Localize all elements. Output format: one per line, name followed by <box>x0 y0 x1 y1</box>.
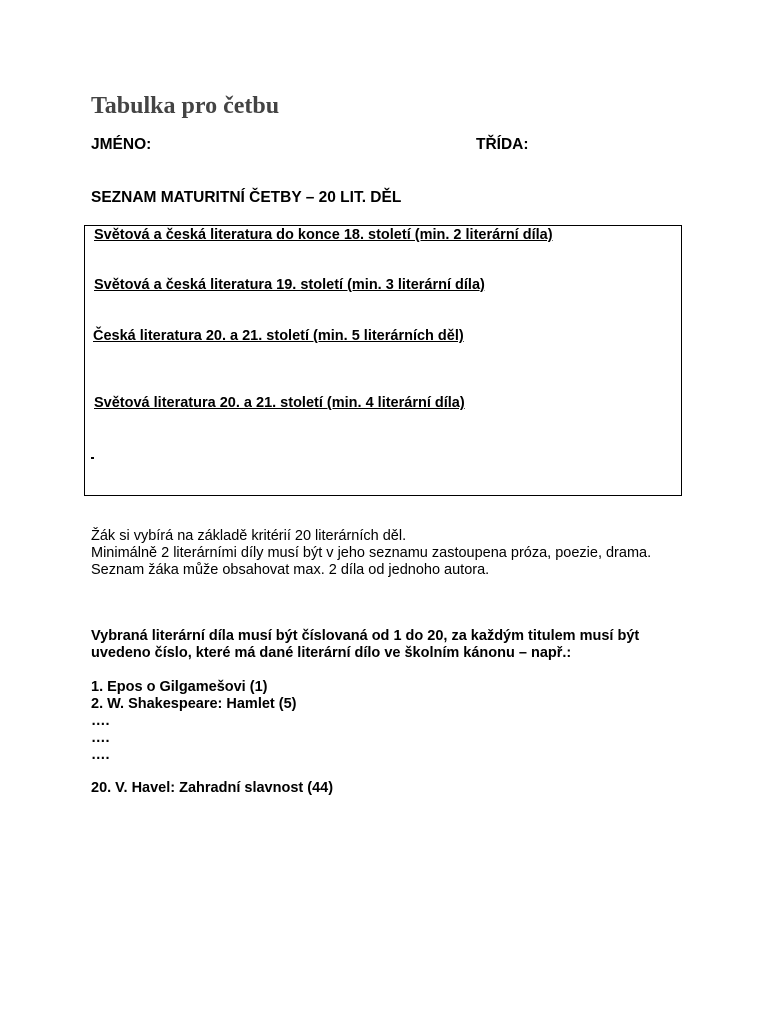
reading-list-heading: SEZNAM MATURITNÍ ČETBY – 20 LIT. DĚL <box>91 189 402 206</box>
rule-line: Žák si vybírá na základě kritérií 20 literárních děl. <box>91 528 407 544</box>
class-label: TŘÍDA: <box>476 136 529 153</box>
example-ellipsis: …. <box>91 730 110 746</box>
category-world-20-21-century: Světová literatura 20. a 21. století (min. 4 literární díla) <box>94 395 465 411</box>
category-19th-century: Světová a česká literatura 19. století (min. 3 literární díla) <box>94 277 485 293</box>
name-label: JMÉNO: <box>91 136 152 153</box>
example-item: 2. W. Shakespeare: Hamlet (5) <box>91 696 297 712</box>
page-title: Tabulka pro četbu <box>91 93 280 119</box>
category-18th-century: Světová a česká literatura do konce 18. století (min. 2 literární díla) <box>94 227 553 243</box>
example-item: 1. Epos o Gilgamešovi (1) <box>91 679 268 695</box>
example-ellipsis: …. <box>91 713 110 729</box>
example-list <box>91 679 297 764</box>
reading-list-box <box>84 225 682 496</box>
stray-mark <box>91 457 94 459</box>
rule-line: Minimálně 2 literárními díly musí být v jeho seznamu zastoupena próza, poezie, drama. <box>91 545 652 561</box>
numbering-instruction: Vybraná literární díla musí být číslovaná od 1 do 20, za každým titulem musí být uvedeno číslo, které má dané literární dílo ve školním kánonu – např.: <box>91 628 640 661</box>
category-czech-20-21-century: Česká literatura 20. a 21. století (min. 5 literárních děl) <box>93 328 464 344</box>
example-item-last: 20. V. Havel: Zahradní slavnost (44) <box>91 780 334 796</box>
example-ellipsis: …. <box>91 747 110 763</box>
rule-line: Seznam žáka může obsahovat max. 2 díla od jednoho autora. <box>91 562 490 578</box>
rules-text <box>91 528 681 579</box>
